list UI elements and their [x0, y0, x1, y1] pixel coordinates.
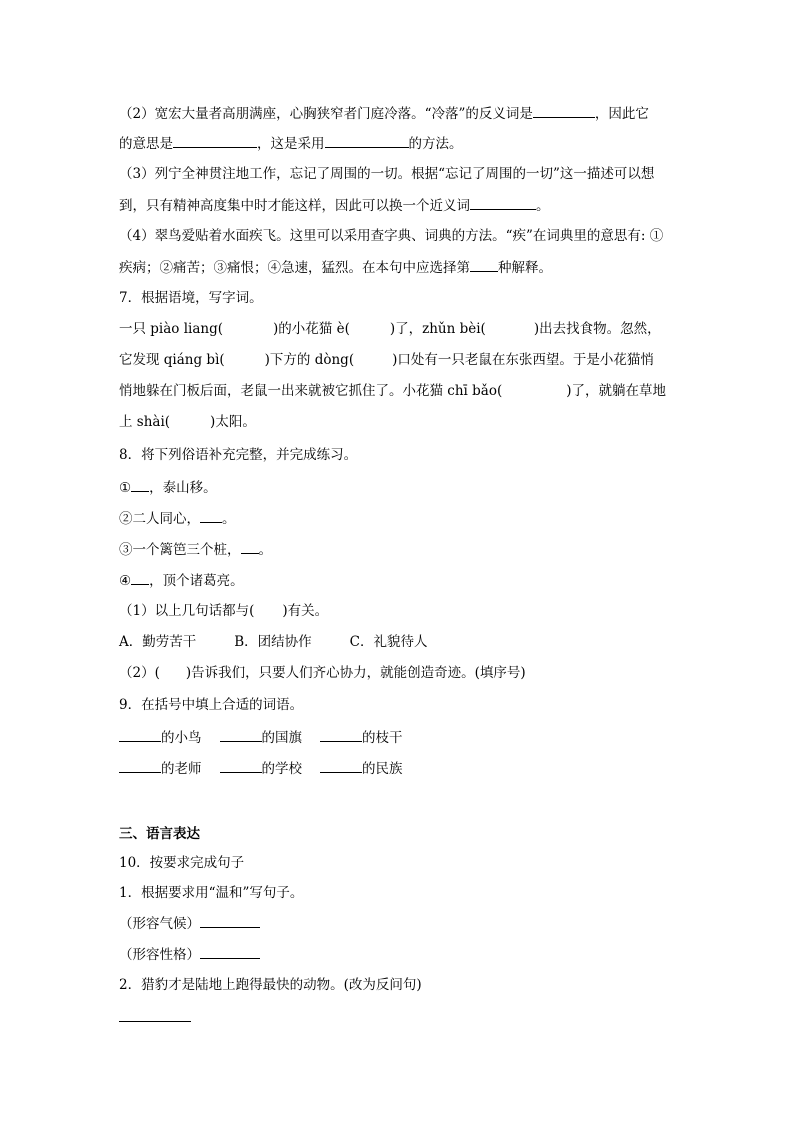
proverb-3: ③一个篱笆三个桩， 。 [119, 539, 679, 560]
method-blank[interactable] [325, 133, 409, 148]
q6-part3-line2: 到，只有精神高度集中时才能这样，因此可以换一个近义词 。 [119, 195, 679, 216]
proverb-4: ④ ，顶个诸葛亮。 [119, 570, 679, 591]
word-blank[interactable] [119, 727, 161, 742]
q10-title: 10．按要求完成句子 [119, 855, 245, 871]
synonym-blank[interactable] [470, 195, 536, 210]
q10-sub2: 2．猎豹才是陆地上跑得最快的动物。(改为反问句) [119, 977, 422, 993]
word-blank[interactable] [320, 727, 362, 742]
q9-item: 的学校 [220, 758, 303, 779]
option-a[interactable]: A．勤劳苦干 [119, 634, 197, 650]
q9-item: 的老师 [119, 758, 202, 779]
proverb-3-blank[interactable] [241, 539, 259, 554]
q9-item: 的民族 [320, 758, 403, 779]
q9-row-2 [119, 758, 679, 779]
q8-title: 8．将下列俗语补充完整，并完成练习。 [119, 447, 358, 463]
q6-part4-line2: 疾病；②痛苦；③痛恨；④急速，猛烈。在本句中应选择第 种解释。 [119, 257, 679, 278]
option-c[interactable]: C．礼貌待人 [349, 634, 428, 650]
q9-row-1 [119, 727, 679, 748]
word-blank[interactable] [220, 758, 262, 773]
q7-line1: 一只 piào liang( )的小花猫 è( )了，zhǔn bèi( )出去找食物。忽然， [119, 321, 661, 337]
proverb-1: ① ，泰山移。 [119, 477, 679, 498]
q7-line4: 上 shài( )太阳。 [119, 414, 256, 430]
meaning-blank[interactable] [173, 133, 257, 148]
proverb-4-blank[interactable] [131, 570, 149, 585]
climate-sentence-blank[interactable] [200, 913, 260, 928]
q8-options [119, 632, 679, 652]
section-heading: 三、语言表达 [119, 826, 200, 842]
word-blank[interactable] [119, 758, 161, 773]
q10-sub1-climate: （形容气候） [119, 913, 679, 934]
option-b[interactable]: B．团结协作 [234, 634, 312, 650]
personality-sentence-blank[interactable] [200, 944, 260, 959]
q10-sub1: 1．根据要求用“温和”写句子。 [119, 885, 304, 901]
q9-item: 的小鸟 [119, 727, 202, 748]
q10-sub2-answer [119, 1007, 679, 1028]
q7-line3: 悄地躲在门板后面，老鼠一出来就被它抓住了。小花猫 chī bǎo( )了，就躺在草地 [119, 383, 667, 399]
definition-number-blank[interactable] [470, 257, 498, 272]
proverb-1-blank[interactable] [131, 477, 149, 492]
q10-sub1-personality: （形容性格） [119, 944, 679, 965]
q9-item: 的枝干 [320, 727, 403, 748]
proverb-2: ②二人同心， 。 [119, 508, 679, 529]
antonym-blank[interactable] [533, 103, 595, 118]
q7-line2: 它发现 qiáng bì( )下方的 dòng( )口处有一只老鼠在东张西望。于是小花猫悄 [119, 352, 654, 368]
q7-title: 7．根据语境，写字词。 [119, 290, 263, 306]
q6-part3-line1: （3）列宁全神贯注地工作，忘记了周围的一切。根据“忘记了周围的一切”这一描述可以想 [119, 166, 655, 182]
word-blank[interactable] [220, 727, 262, 742]
q6-part2-line1: （2）宽宏大量者高朋满座，心胸狭窄者门庭冷落。“冷落”的反义词是 ，因此它 [119, 103, 679, 124]
q9-title: 9．在括号中填上合适的词语。 [119, 697, 304, 713]
q8-sub2: （2）( )告诉我们，只要人们齐心协力，就能创造奇迹。(填序号) [119, 665, 526, 681]
q6-part2-line2: 的意思是 ，这是采用 的方法。 [119, 133, 679, 154]
q6-part4-line1: （4）翠鸟爱贴着水面疾飞。这里可以采用查字典、词典的方法。“疾”在词典里的意思有: ① [119, 228, 664, 244]
q9-item: 的国旗 [220, 727, 303, 748]
word-blank[interactable] [320, 758, 362, 773]
q8-sub1: （1）以上几句话都与( )有关。 [119, 603, 329, 619]
rhetorical-question-blank[interactable] [119, 1007, 191, 1022]
proverb-2-blank[interactable] [200, 508, 222, 523]
